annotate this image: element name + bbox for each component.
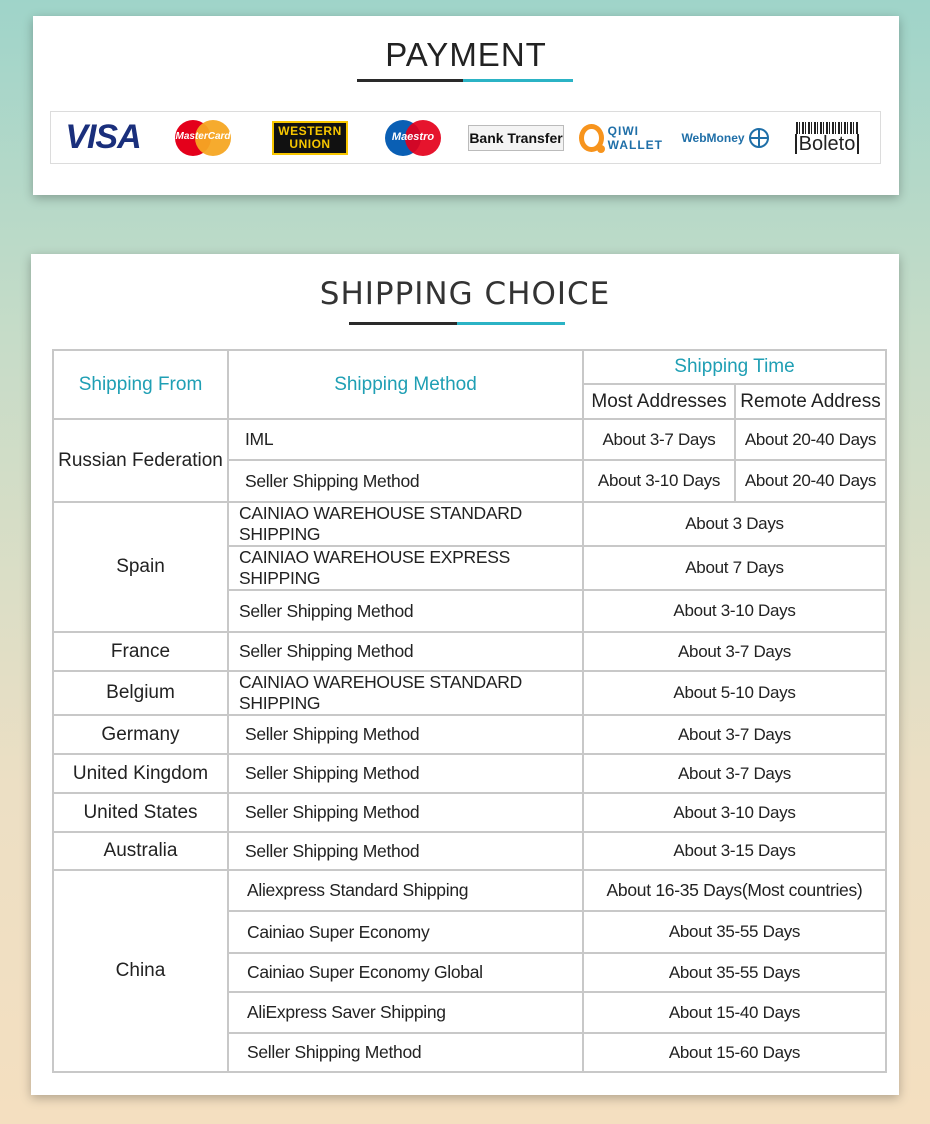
- header-shipping-time: Shipping Time: [583, 350, 886, 384]
- globe-icon: [749, 128, 769, 148]
- header-remote-address: Remote Address: [735, 384, 886, 419]
- maestro-logo: [381, 112, 445, 163]
- header-most-addresses: Most Addresses: [583, 384, 735, 419]
- method-cell: Seller Shipping Method: [228, 793, 583, 832]
- method-cell: Seller Shipping Method: [228, 1033, 583, 1072]
- table-row: [53, 502, 886, 546]
- method-cell: Cainiao Super Economy: [228, 911, 583, 953]
- from-cell: Russian Federation: [53, 419, 228, 502]
- from-cell: United Kingdom: [53, 754, 228, 793]
- webmoney-text: WebMoney: [681, 130, 745, 145]
- qiwi-line2: WALLET: [607, 137, 663, 152]
- mastercard-logo: [171, 112, 235, 163]
- from-cell: China: [53, 870, 228, 1072]
- shipping-table: [52, 349, 887, 1073]
- time-cell: About 3-10 Days: [583, 590, 886, 632]
- webmoney-logo: [679, 112, 771, 163]
- time-cell: About 16-35 Days(Most countries): [583, 870, 886, 911]
- method-cell: Cainiao Super Economy Global: [228, 953, 583, 992]
- time-cell: About 3-7 Days: [583, 715, 886, 754]
- method-cell: CAINIAO WAREHOUSE STANDARD SHIPPING: [228, 502, 583, 546]
- method-cell: AliExpress Saver Shipping: [228, 992, 583, 1033]
- table-row: [53, 754, 886, 793]
- time-cell: About 3-10 Days: [583, 793, 886, 832]
- shipping-title-underline: [349, 322, 565, 325]
- western-union-line2: UNION: [289, 136, 331, 151]
- table-row: [53, 671, 886, 715]
- method-cell: Seller Shipping Method: [228, 590, 583, 632]
- time-cell: About 3-7 Days: [583, 754, 886, 793]
- time-remote-cell: About 20-40 Days: [735, 419, 886, 460]
- time-cell: About 7 Days: [583, 546, 886, 590]
- time-cell: About 3-7 Days: [583, 632, 886, 671]
- barcode-icon: [796, 122, 858, 134]
- method-cell: IML: [228, 419, 583, 460]
- from-cell: France: [53, 632, 228, 671]
- table-row: [53, 419, 886, 460]
- western-union-line1: WESTERN: [278, 123, 342, 138]
- boleto-logo: [791, 112, 863, 163]
- qiwi-icon: [579, 124, 604, 152]
- time-remote-cell: About 20-40 Days: [735, 460, 886, 502]
- boleto-text: Boleto: [795, 134, 860, 154]
- payment-card: [33, 16, 899, 195]
- time-cell: About 35-55 Days: [583, 953, 886, 992]
- table-row: [53, 793, 886, 832]
- maestro-logo-text: Maestro: [391, 130, 435, 143]
- payment-title-underline: [357, 79, 573, 82]
- table-header-row: [53, 350, 886, 384]
- qiwi-line1: QIWI: [607, 123, 639, 138]
- payment-title: PAYMENT: [385, 36, 547, 73]
- from-cell: Germany: [53, 715, 228, 754]
- visa-logo-text: VISA: [65, 118, 141, 156]
- method-cell: Aliexpress Standard Shipping: [228, 870, 583, 911]
- shipping-title: SHIPPING CHOICE: [319, 276, 611, 312]
- method-cell: Seller Shipping Method: [228, 632, 583, 671]
- time-cell: About 3 Days: [583, 502, 886, 546]
- method-cell: CAINIAO WAREHOUSE STANDARD SHIPPING: [228, 671, 583, 715]
- bank-transfer-logo: [468, 112, 564, 163]
- western-union-logo: [272, 112, 348, 163]
- method-cell: Seller Shipping Method: [228, 832, 583, 870]
- time-cell: About 3-15 Days: [583, 832, 886, 870]
- time-cell: About 35-55 Days: [583, 911, 886, 953]
- from-cell: Spain: [53, 502, 228, 632]
- method-cell: CAINIAO WAREHOUSE EXPRESS SHIPPING: [228, 546, 583, 590]
- time-most-cell: About 3-7 Days: [583, 419, 735, 460]
- table-row: [53, 832, 886, 870]
- bank-transfer-text: Bank Transfer: [469, 129, 563, 146]
- method-cell: Seller Shipping Method: [228, 460, 583, 502]
- payment-methods-strip: [50, 111, 881, 164]
- method-cell: Seller Shipping Method: [228, 754, 583, 793]
- visa-logo: [57, 112, 149, 163]
- from-cell: United States: [53, 793, 228, 832]
- from-cell: Belgium: [53, 671, 228, 715]
- header-shipping-method: Shipping Method: [228, 350, 583, 419]
- method-cell: Seller Shipping Method: [228, 715, 583, 754]
- mastercard-logo-text: MasterCard: [175, 130, 231, 142]
- from-cell: Australia: [53, 832, 228, 870]
- time-most-cell: About 3-10 Days: [583, 460, 735, 502]
- time-cell: About 15-40 Days: [583, 992, 886, 1033]
- qiwi-wallet-logo: [579, 112, 663, 163]
- shipping-card: [31, 254, 899, 1095]
- table-row: [53, 632, 886, 671]
- time-cell: About 15-60 Days: [583, 1033, 886, 1072]
- table-row: [53, 715, 886, 754]
- table-row: [53, 870, 886, 911]
- header-shipping-from: Shipping From: [53, 350, 228, 419]
- time-cell: About 5-10 Days: [583, 671, 886, 715]
